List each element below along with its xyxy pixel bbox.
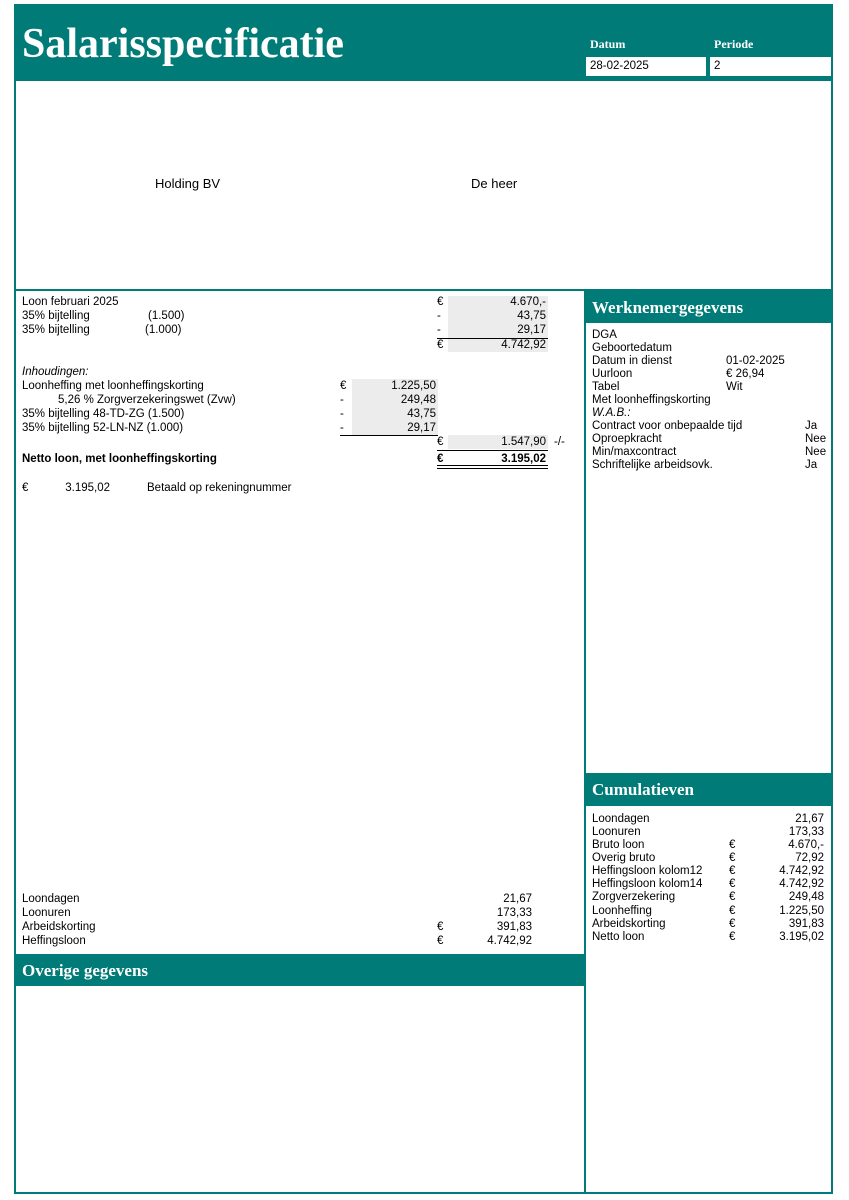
loon-total-value: 4.742,92 (501, 339, 546, 351)
summary-cur: € (437, 935, 444, 947)
cumul-cur: € (729, 905, 736, 917)
inhouding-cur: - (340, 408, 344, 420)
employee-name: De heer (471, 176, 518, 191)
werknemer-label: Uurloon (592, 368, 633, 380)
summary-label: Loondagen (22, 893, 80, 905)
cumul-cur: € (729, 878, 736, 890)
payment-label: Betaald op rekeningnummer (147, 482, 292, 494)
inhoudingen-total-cur: € (437, 436, 444, 448)
werknemer-label: Tabel (592, 381, 620, 393)
inhouding-value: 29,17 (407, 422, 436, 434)
payment-value: 3.195,02 (65, 482, 110, 494)
cumul-value: 4.742,92 (779, 865, 824, 877)
werknemer-value: € 26,94 (726, 368, 765, 380)
loon-row-value: 4.670,- (510, 296, 546, 308)
employer-name: Holding BV (155, 176, 221, 191)
werknemer-value: Wit (726, 381, 743, 393)
loon-total-cur: € (437, 339, 444, 351)
loon-row-label: 35% bijtelling (22, 324, 90, 336)
netto-line-2 (437, 468, 548, 469)
overige-title: Overige gegevens (22, 961, 149, 980)
netto-line-top (437, 450, 548, 451)
wab-label: W.A.B.: (592, 407, 631, 419)
werknemer-value: 01-02-2025 (726, 355, 785, 367)
loon-row-label: Loon februari 2025 (22, 296, 119, 308)
loon-row-value: 43,75 (517, 310, 546, 322)
wab-row-value: Ja (805, 459, 818, 471)
inhouding-cur: € (340, 380, 347, 392)
cumul-value: 391,83 (788, 918, 824, 930)
summary-cur: € (437, 921, 444, 933)
inhouding-cur: - (340, 394, 344, 406)
cumul-cur: € (729, 852, 736, 864)
cumul-cur: € (729, 918, 736, 930)
cumul-value: 72,92 (795, 852, 824, 864)
werknemer-label: Datum in dienst (592, 355, 672, 367)
netto-cur: € (437, 453, 444, 465)
summary-value: 173,33 (496, 907, 532, 919)
inhoudingen-total-value: 1.547,90 (501, 436, 546, 448)
inhouding-value: 1.225,50 (391, 380, 436, 392)
inhouding-label: 35% bijtelling 52-LN-NZ (1.000) (22, 422, 184, 434)
page-frame (14, 4, 833, 1194)
loon-row-cur: - (437, 310, 441, 322)
datum-value: 28-02-2025 (590, 60, 649, 72)
wab-row-label: Schriftelijke arbeidsovk. (592, 459, 713, 471)
summary-label: Heffingsloon (22, 935, 86, 947)
cumul-label: Loondagen (592, 813, 650, 825)
summary-label: Loonuren (22, 907, 71, 919)
cumul-label: Netto loon (592, 931, 645, 943)
payment-cur: € (22, 482, 29, 494)
cumul-label: Heffingsloon kolom12 (592, 865, 703, 877)
inhouding-label: 35% bijtelling 48-TD-ZG (1.500) (22, 408, 185, 420)
cumul-value: 21,67 (795, 813, 824, 825)
cumul-value: 173,33 (788, 826, 824, 838)
wab-row-label: Oproepkracht (592, 433, 662, 445)
werknemer-label: DGA (592, 329, 617, 341)
cumul-cur: € (729, 931, 736, 943)
cumul-label: Bruto loon (592, 839, 645, 851)
inhouding-underline (340, 435, 438, 436)
inhouding-label: 5,26 % Zorgverzekeringswet (Zvw) (58, 394, 236, 406)
netto-value: 3.195,02 (501, 453, 546, 465)
periode-field (710, 57, 831, 76)
summary-value: 4.742,92 (487, 935, 532, 947)
cumul-label: Arbeidskorting (592, 918, 666, 930)
wab-row-label: Contract voor onbepaalde tijd (592, 420, 743, 432)
cumul-label: Zorgverzekering (592, 891, 676, 903)
loon-row-cur: € (437, 296, 444, 308)
cumul-cur: € (729, 891, 736, 903)
werknemer-title: Werknemergegevens (592, 298, 744, 317)
loon-row-value: 29,17 (517, 324, 546, 336)
cumul-value: 249,48 (788, 891, 824, 903)
cumul-cur: € (729, 865, 736, 877)
periode-value: 2 (714, 60, 721, 72)
summary-value: 21,67 (503, 893, 532, 905)
cumul-label: Overig bruto (592, 852, 656, 864)
datum-label: Datum (590, 37, 626, 51)
loon-row-sub: (1.000) (145, 324, 182, 336)
inhouding-value: 43,75 (407, 408, 436, 420)
inhoudingen-label: Inhoudingen: (22, 366, 89, 378)
cumul-cur: € (729, 839, 736, 851)
werknemer-label: Geboortedatum (592, 342, 672, 354)
netto-label: Netto loon, met loonheffingskorting (22, 453, 217, 465)
cumul-label: Loonuren (592, 826, 641, 838)
loon-row-sub: (1.500) (148, 310, 185, 322)
cumul-value: 1.225,50 (779, 905, 824, 917)
cumul-value: 3.195,02 (779, 931, 824, 943)
wab-row-value: Nee (805, 433, 827, 445)
loon-row-cur: - (437, 324, 441, 336)
cumulatieven-title: Cumulatieven (592, 780, 694, 799)
cumul-value: 4.742,92 (779, 878, 824, 890)
inhoudingen-suffix: -/- (554, 436, 565, 448)
loon-row-label: 35% bijtelling (22, 310, 90, 322)
page-title: Salarisspecificatie (22, 21, 344, 67)
cumul-value: 4.670,- (788, 839, 824, 851)
summary-value: 391,83 (496, 921, 532, 933)
cumul-label: Heffingsloon kolom14 (592, 878, 703, 890)
wab-row-value: Nee (805, 446, 827, 458)
summary-label: Arbeidskorting (22, 921, 96, 933)
werknemer-label: Met loonheffingskorting (592, 394, 711, 406)
inhouding-label: Loonheffing met loonheffingskorting (22, 380, 204, 392)
wab-row-label: Min/maxcontract (592, 446, 677, 458)
periode-label: Periode (714, 37, 754, 51)
wab-row-value: Ja (805, 420, 818, 432)
cumul-label: Loonheffing (592, 905, 652, 917)
inhouding-value: 249,48 (400, 394, 436, 406)
divider-vertical (584, 289, 586, 1194)
inhouding-cur: - (340, 422, 344, 434)
